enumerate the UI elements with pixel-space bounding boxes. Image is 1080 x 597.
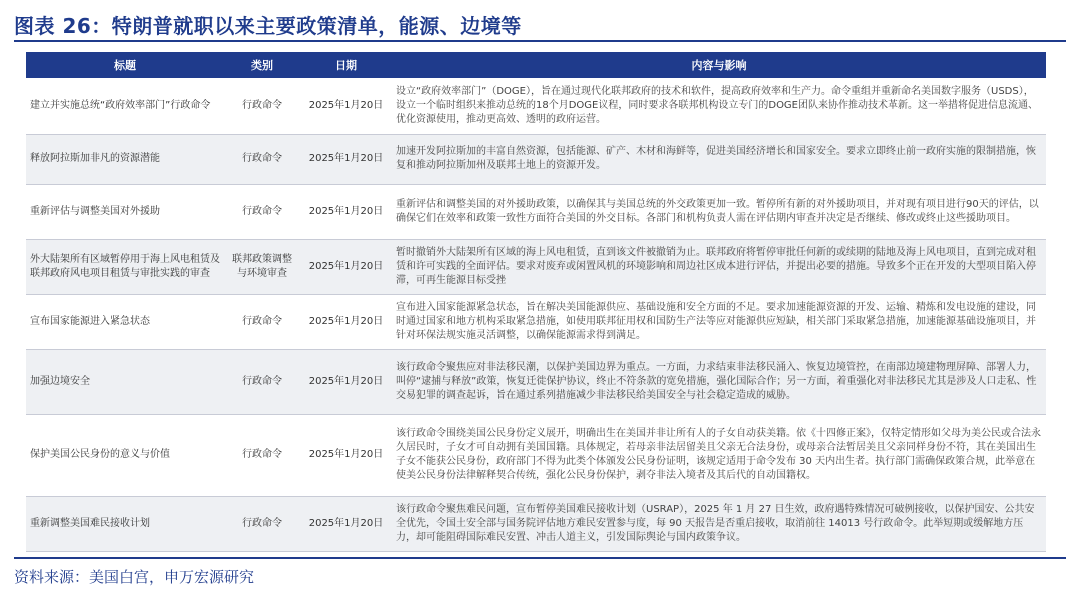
row-content: 该行政命令聚焦应对非法移民潮，以保护美国边界为重点。一方面，力求结束非法移民涌入、恢复边境管控，在南部边境建物理屏障、部署人力，叫停“逮捕与释放”政策，恢复迁徙保护协议，终止不符条款的宽免措施，强化国际合作；另一方面，着重强化对非法移民尤其是涉及人口走私、性交易犯罪的调查起诉，旨在通过系列措施减少非法移民给美国安全与社会稳定造成的威胁。 [392,349,1046,414]
row-title: 保护美国公民身份的意义与价值 [26,414,224,496]
table-row [26,239,1046,294]
row-content: 重新评估和调整美国的对外援助政策，以确保其与美国总统的外交政策更加一致。暂停所有新的对外援助项目，并对现有项目进行90天的评估，以确保它们在效率和政策一致性方面符合美国的外交目标。各部门和机构负责人需在评估期内审查并决定是否继续、修改或终止这些援助项目。 [392,184,1046,239]
row-title: 重新调整美国难民接收计划 [26,496,224,551]
row-type: 行政命令 [224,496,300,551]
row-title: 重新评估与调整美国对外援助 [26,184,224,239]
row-content: 加速开发阿拉斯加的丰富自然资源，包括能源、矿产、木材和海鲜等，促进美国经济增长和国家安全。要求立即终止前一政府实施的限制措施，恢复和推动阿拉斯加州及联邦土地上的资源开发。 [392,134,1046,184]
row-content: 该行政命令聚焦难民问题，宣布暂停美国难民接收计划（USRAP），2025 年 1 月 27 日生效，政府遇特殊情况可破例接收，以保护国安、公共安全优先，令国土安全部与国务院评估地方难民安置参与度，每 90 天报告是否重启接收，取消前往 14013 号行政命令。此举短期或缓解地方压力，却可能阻碍国际难民安置、冲击人道主义，引发国际舆论与国内政策争议。 [392,496,1046,551]
figure-title: 图表 26：特朗普就职以来主要政策清单，能源、边境等 [14,14,522,38]
row-content: 宣布进入国家能源紧急状态，旨在解决美国能源供应、基础设施和安全方面的不足。要求加速能源资源的开发、运输、精炼和发电设施的建设，同时通过国家和地方机构采取紧急措施，如使用联邦征用权和国防生产法等应对能源供应短缺，相关部门采取紧急措施，加速能源基础设施项目，并针对环保法规实施灵活调整，以确保能源需求得到满足。 [392,294,1046,349]
column-header-type: 类别 [224,52,300,78]
row-type: 行政命令 [224,134,300,184]
row-title: 加强边境安全 [26,349,224,414]
row-date: 2025年1月20日 [300,294,392,349]
row-type: 行政命令 [224,349,300,414]
column-header-date: 日期 [300,52,392,78]
row-type: 行政命令 [224,414,300,496]
row-content: 该行政命令围绕美国公民身份定义展开，明确出生在美国并非让所有人的子女自动获美籍。依《十四修正案》，仅特定情形如父母为美公民或合法永久居民时，子女才可自动拥有美国国籍。具体规定，若母亲非法居留美且父亲无合法身份，或母亲合法暂居美且父亲同样身份不符，其在美国出生子女不能获公民身份，政府部门不得为此类个体颁发公民身份证明，该规定适用于命令发布 30 天内出生者。执行部门需确保政策合规，此举意在使美公民身份法律解释契合传统，强化公民身份保护，剥夺非法入境者及其后代的自动国籍权。 [392,414,1046,496]
table-row [26,184,1046,239]
title-divider [14,40,1066,42]
row-title: 外大陆架所有区域暂停用于海上风电租赁及联邦政府风电项目租赁与审批实践的审查 [26,239,224,294]
row-content: 设立“政府效率部门”（DOGE），旨在通过现代化联邦政府的技术和软件，提高政府效率和生产力。命令重组并重新命名美国数字服务（USDS），设立一个临时组织来推动总统的18个月DOGE议程，同时要求各联邦机构设立专门的DOGE团队来协作推动技术革新。这一举措将促进信息流通、优化资源使用，推动更高效、透明的政府运营。 [392,78,1046,134]
row-date: 2025年1月20日 [300,414,392,496]
row-date: 2025年1月20日 [300,134,392,184]
row-date: 2025年1月20日 [300,349,392,414]
table-row [26,414,1046,496]
row-title: 宣布国家能源进入紧急状态 [26,294,224,349]
source-note: 资料来源：美国白宫，申万宏源研究 [14,568,255,586]
column-header-content: 内容与影响 [392,52,1046,78]
row-date: 2025年1月20日 [300,496,392,551]
row-title: 建立并实施总统“政府效率部门”行政命令 [26,78,224,134]
row-date: 2025年1月20日 [300,78,392,134]
row-date: 2025年1月20日 [300,239,392,294]
table-row [26,294,1046,349]
table-header-row [26,52,1046,78]
table-row [26,496,1046,551]
row-type: 联邦政策调整与环境审查 [224,239,300,294]
table-row [26,78,1046,134]
row-content: 暂时撤销外大陆架所有区域的海上风电租赁，直到该文件被撤销为止。联邦政府将暂停审批任何新的或续期的陆地及海上风电项目，直到完成对租赁和许可实践的全面评估。要求对废弃或闲置风机的环境影响和周边社区成本进行评估，并提出必要的措施。导致多个正在开发的大型项目陷入停滞，可再生能源目标受挫 [392,239,1046,294]
column-header-title: 标题 [26,52,224,78]
table-row [26,134,1046,184]
row-title: 释放阿拉斯加非凡的资源潜能 [26,134,224,184]
row-type: 行政命令 [224,78,300,134]
table-row [26,349,1046,414]
row-date: 2025年1月20日 [300,184,392,239]
footer-divider [14,557,1066,559]
row-type: 行政命令 [224,184,300,239]
row-type: 行政命令 [224,294,300,349]
policy-table [26,52,1046,552]
